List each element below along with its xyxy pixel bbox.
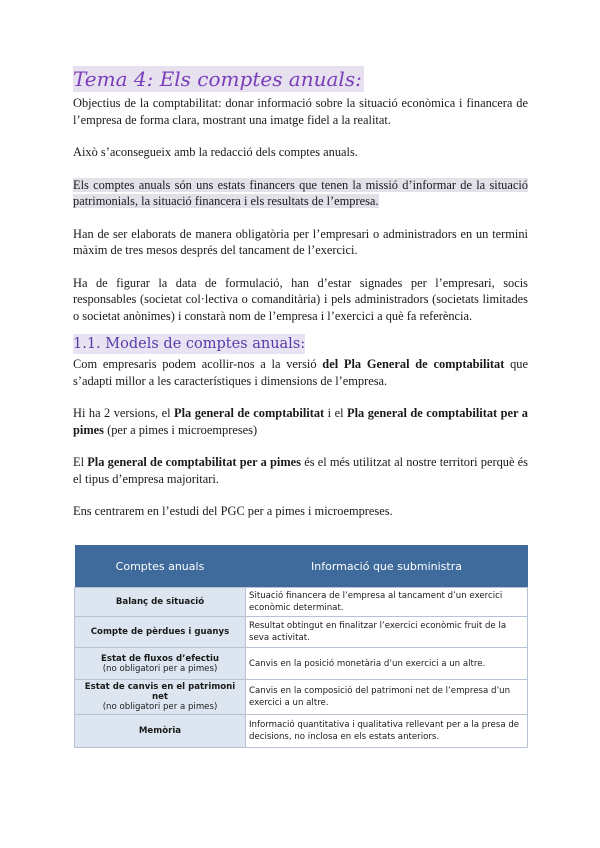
versions-text-a: Hi ha 2 versions, el: [73, 406, 175, 420]
versions-text-c: i el: [324, 406, 348, 420]
achievement-paragraph: Això s’aconsegueix amb la redacció dels comptes anuals.: [73, 145, 358, 159]
definition-highlight: Els comptes anuals són uns estats financers que tenen la missió d’informar de la situació patrimonials, la situació financera i els resultats de l’empresa.: [73, 177, 528, 208]
table-cell-info: Canvis en la composició del patrimoni net de l’empresa d’un exercici a un altre.: [246, 680, 528, 715]
table-cell-name: Memòria: [75, 715, 246, 748]
table-row: [75, 617, 528, 648]
cashflow-note: (no obligatori per a pimes): [102, 663, 218, 674]
table-cell-name: Balanç de situació: [75, 588, 246, 617]
equity-changes-note: (no obligatori per a pimes): [102, 702, 218, 712]
pimes-text-c: és el més utilitzat al nostre territori perquè és el tipus d’empresa majoritari.: [73, 455, 528, 486]
table-row: [75, 648, 528, 680]
table-cell-info: Informació quantitativa i qualitativa rellevant per a la presa de decisions, no inclosa en els estats anteriors.: [246, 715, 528, 748]
table-cell-name: [75, 680, 246, 715]
table-cell-info: Situació financera de l’empresa al tancament d’un exercici econòmic determinat.: [246, 588, 528, 617]
focus-paragraph: Ens centrarem en l’estudi del PGC per a pimes i microempreses.: [73, 504, 393, 518]
section-title: 1.1. Models de comptes anuals:: [73, 336, 306, 352]
table-cell-name: Compte de pèrdues i guanys: [75, 617, 246, 648]
pimes-text-a: El: [73, 455, 88, 469]
models-text-c: que s’adapti millor a les característiques i dimensions de l’empresa.: [73, 357, 528, 388]
cashflow-name: Estat de fluxos d’efectiu: [100, 653, 220, 664]
equity-changes-name: Estat de canvis en el patrimoni net: [84, 682, 236, 702]
table-cell-info: Canvis en la posició monetària d’un exercici a un altre.: [246, 648, 528, 680]
definition-paragraph: [73, 177, 528, 210]
models-text-a: Com empresaris podem acollir-nos a la versió: [73, 357, 323, 371]
table-cell-info: Resultat obtingut en finalitzar l’exercici econòmic fruit de la seva activitat.: [246, 617, 528, 648]
pimes-text-b: Pla general de comptabilitat per a pimes: [87, 455, 301, 469]
pimes-paragraph: [73, 454, 528, 487]
versions-text-b: Pla general de comptabilitat: [174, 406, 325, 420]
table-cell-name: [75, 648, 246, 680]
table-header: Informació que subministra: [246, 545, 528, 588]
versions-text-d: Pla general de comptabilitat per a pimes: [73, 406, 528, 437]
deadline-paragraph: Han de ser elaborats de manera obligatòria per l’empresari o administradors en un termini màxim de tres mesos després del tancament de l’exercici.: [73, 226, 528, 257]
table-header-row: [75, 545, 528, 588]
models-text-b: del Pla General de comptabilitat: [322, 357, 505, 371]
formulation-paragraph: Ha de figurar la data de formulació, han d’estar signades per l’empresari, socis responsables (societat col·lectiva o comanditària) i pels administradors (societats limitades o societat anònimes) i constarà nom de l’empresa i l’exercici a què fa referència.: [73, 275, 528, 323]
models-paragraph: [73, 356, 528, 389]
table-header: Comptes anuals: [75, 545, 246, 588]
table-row: [75, 588, 528, 617]
page-title: Tema 4: Els comptes anuals:: [73, 67, 362, 91]
annual-accounts-table: [74, 545, 528, 748]
versions-paragraph: [73, 405, 528, 438]
versions-text-e: (per a pimes i microempreses): [103, 422, 258, 437]
table-row: [75, 680, 528, 715]
document-body: [73, 66, 528, 520]
table-row: [75, 715, 528, 748]
objectives-paragraph: Objectius de la comptabilitat: donar informació sobre la situació econòmica i financera de l’empresa de forma clara, mostrant una imatge fidel a la realitat.: [73, 96, 528, 127]
